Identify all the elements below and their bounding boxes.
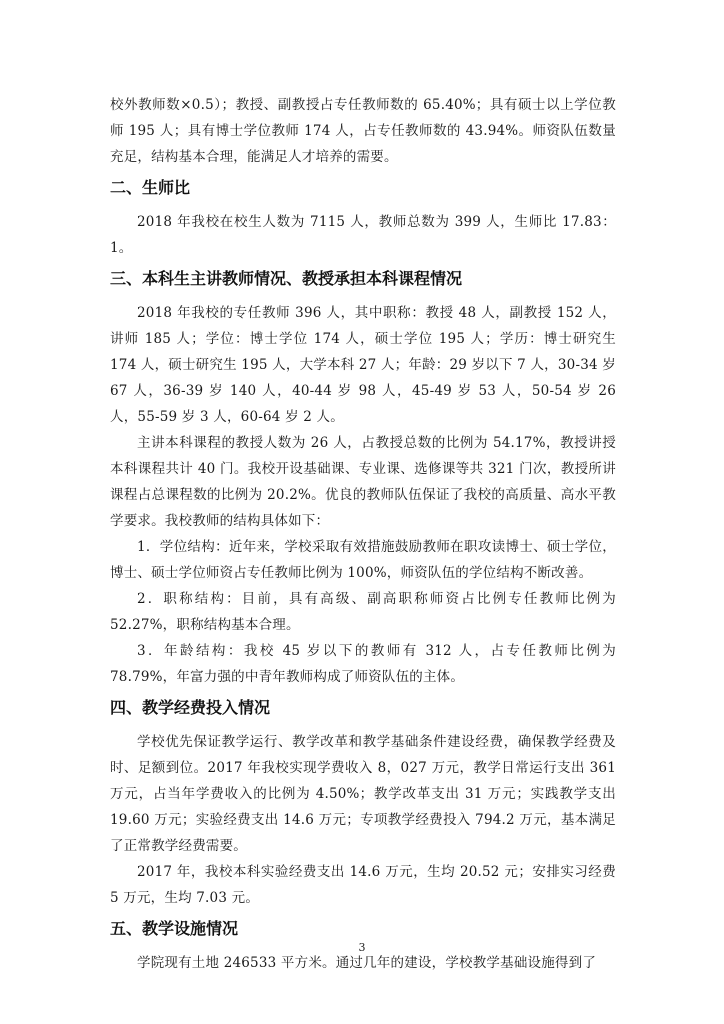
section-heading-funding: 四、教学经费投入情况 <box>110 698 271 717</box>
paragraph-lab-funding: 2017 年，我校本科实验经费支出 14.6 万元，生均 20.52 元；安排实习经费 5 万元，生均 7.03 元。 <box>110 864 616 906</box>
paragraph-degree-structure: 1．学位结构：近年来，学校采取有效措施鼓励教师在职攻读博士、硕士学位，博士、硕士学位师资占专任教师比例为 100%，师资队伍的学位结构不断改善。 <box>110 539 616 581</box>
page-body <box>110 92 616 976</box>
paragraph-funding-2017: 学校优先保证教学运行、教学改革和教学基础条件建设经费，确保教学经费及时、足额到位。2017 年我校实现学费收入 8，027 万元，教学日常运行支出 361 万元，占当年学费收入的比例为 4.50%；教学改革支出 31 万元；实践教学支出 19.60 万元；实验经费支出 14.6 万元；专项教学经费投入 794.2 万元，基本满足了正常教学经费需要。 <box>110 734 616 854</box>
paragraph-teacher-structure-cont: 校外教师数×0.5）；教授、副教授占专任教师数的 65.40%；具有硕士以上学位教师 195 人；具有博士学位教师 174 人，占专任教师数的 43.94%。师资队伍数量充足，结构基本合理，能满足人才培养的需要。 <box>110 97 616 165</box>
paragraph-age-structure: 3．年龄结构：我校 45 岁以下的教师有 312 人，占专任教师比例为 78.79%，年富力强的中青年教师构成了师资队伍的主体。 <box>110 643 616 685</box>
paragraph-full-time-teachers: 2018 年我校的专任教师 396 人，其中职称：教授 48 人，副教授 152 人，讲师 185 人；学位：博士学位 174 人，硕士学位 195 人；学历：博士研究生 174 人，硕士研究生 195 人，大学本科 27 人；年龄：29 岁以下 7 人，30-34 岁 67 人，36-39 岁 140 人，40-44 岁 98 人，45-49 岁 53 人，50-54 岁 26 人，55-59 岁 3 人，60-64 岁 2 人。 <box>110 305 616 425</box>
paragraph-title-structure: 2．职称结构：目前，具有高级、副高职称师资占比例专任教师比例为 52.27%，职称结构基本合理。 <box>110 591 616 633</box>
paragraph-professors-courses: 主讲本科课程的教授人数为 26 人，占教授总数的比例为 54.17%，教授讲授本科课程共计 40 门。我校开设基础课、专业课、选修课等共 321 门次，教授所讲课程占总课程数的比例为 20.2%。优良的教师队伍保证了我校的高质量、高水平教学要求。我校教师的结构具体如下： <box>110 435 616 529</box>
page-number: 3 <box>358 941 366 954</box>
paragraph-facilities: 学院现有土地 246533 平方米。通过几年的建设，学校教学基础设施得到了 <box>137 955 597 971</box>
section-heading-lecturers: 三、本科生主讲教师情况、教授承担本科课程情况 <box>110 269 463 288</box>
section-heading-student-teacher-ratio: 二、生师比 <box>110 178 191 197</box>
paragraph-student-teacher-ratio: 2018 年我校在校生人数为 7115 人，教师总数为 399 人，生师比 17.83：1。 <box>110 214 616 256</box>
section-heading-facilities: 五、教学设施情况 <box>110 919 239 938</box>
